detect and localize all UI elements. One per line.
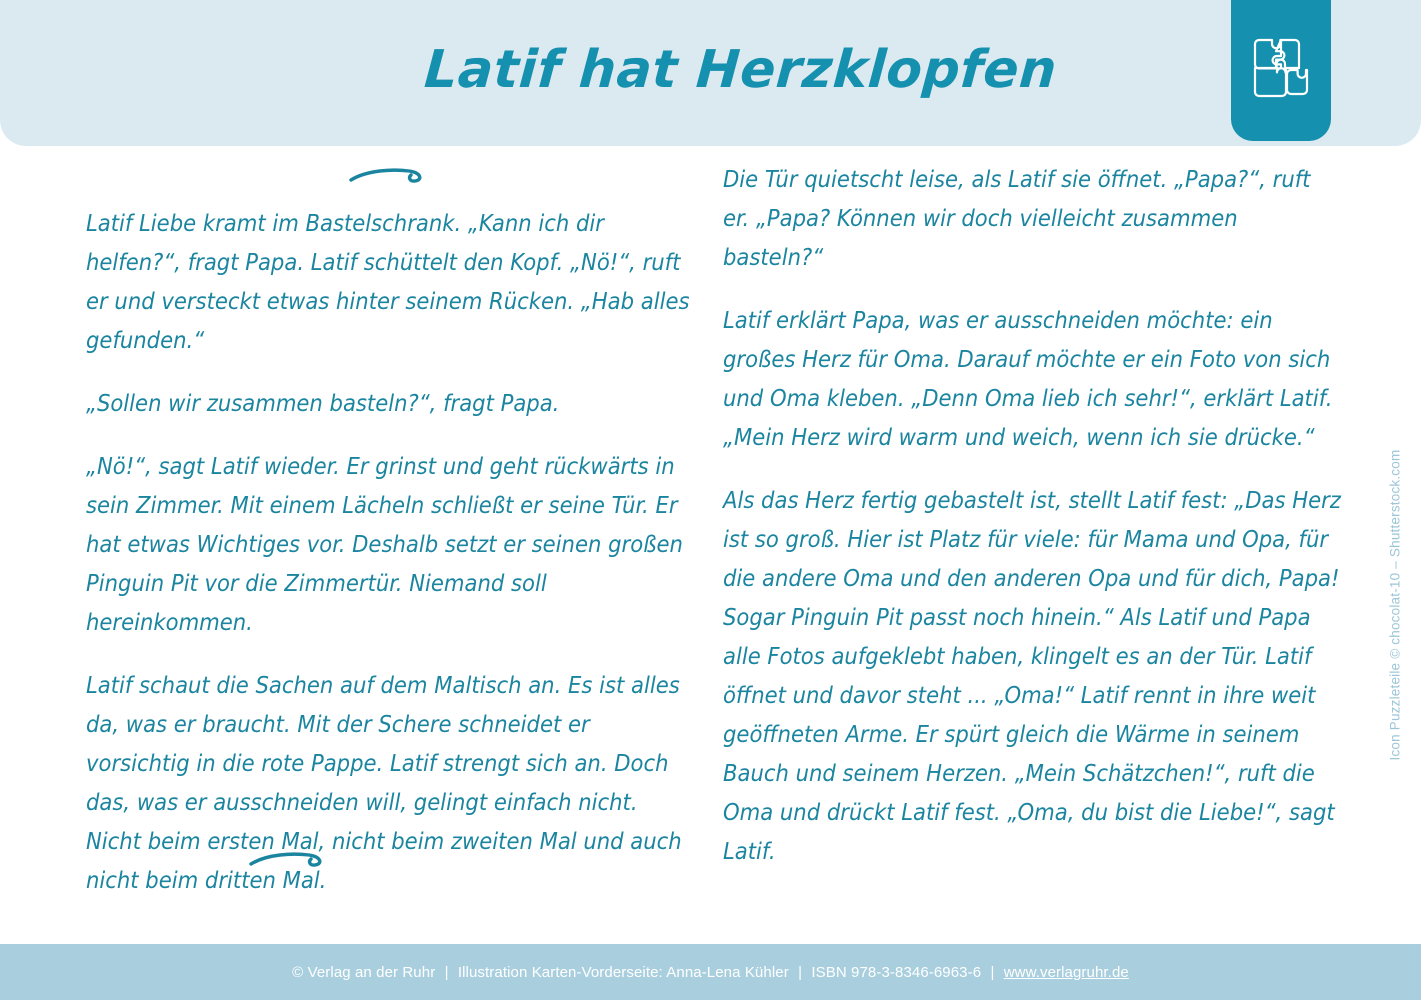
footer-isbn: ISBN 978-3-8346-6963-6: [811, 963, 982, 981]
footer-separator: |: [444, 963, 449, 981]
footer-text: [292, 964, 1129, 981]
story-paragraph: „Sollen wir zusammen basteln?“, fragt Papa.: [86, 389, 560, 417]
puzzle-tab: [1231, 0, 1331, 141]
story-paragraph: Die Tür quietscht leise, als Latif sie öffnet. „Papa?“, ruft er. „Papa? Können wir doch vielleicht zusammen basteln?“: [723, 165, 1311, 271]
footer-website-link[interactable]: www.verlagruhr.de: [1003, 963, 1129, 981]
footer-separator: |: [798, 963, 803, 981]
footer-publisher: © Verlag an der Ruhr: [292, 963, 436, 981]
story-paragraph: Latif erklärt Papa, was er ausschneiden möchte: ein großes Herz für Oma. Darauf möchte er ein Foto von sich und Oma kleben. „Denn Oma lieb ich sehr!“, erklärt Latif. „Mein Herz wird warm und weich, wenn ich sie drücke.“: [723, 306, 1333, 451]
story-paragraph: Latif Liebe kramt im Bastelschrank. „Kann ich dir helfen?“, fragt Papa. Latif schüttelt den Kopf. „Nö!“, ruft er und versteckt etwas hinter seinem Rücken. „Hab alles gefunden.“: [86, 209, 690, 354]
story-column-left: [86, 146, 698, 900]
image-credit: Icon Puzzleteile © chocolat-10 – Shutterstock.com: [1387, 449, 1403, 761]
footer-separator: |: [990, 963, 995, 981]
page-title: Latif hat Herzklopfen: [422, 40, 1059, 100]
story-column-right: [723, 146, 1341, 871]
puzzle-pieces-icon: [1249, 34, 1313, 98]
story-content: [0, 146, 1421, 944]
footer-illustration: Illustration Karten-Vorderseite: Anna-Lena Kühler: [457, 963, 789, 981]
story-paragraph: „Nö!“, sagt Latif wieder. Er grinst und geht rückwärts in sein Zimmer. Mit einem Lächeln schließt er seine Tür. Er hat etwas Wichtiges vor. Deshalb setzt er seinen großen Pinguin Pit vor die Zimmertür. Niemand soll hereinkommen.: [86, 452, 683, 636]
footer-band: [0, 944, 1421, 1000]
story-paragraph: Latif schaut die Sachen auf dem Maltisch an. Es ist alles da, was er braucht. Mit der Schere schneidet er vorsichtig in die rote Pappe. Latif strengt sich an. Doch das, was er ausschneiden will, gelingt einfach nicht. Nicht beim ersten Mal, nicht beim zweiten Mal und auch nicht beim dritten Mal.: [86, 671, 682, 894]
story-paragraph: Als das Herz fertig gebastelt ist, stellt Latif fest: „Das Herz ist so groß. Hier ist Platz für viele: für Mama und Opa, für die andere Oma und den anderen Opa und für dich, Papa! Sogar Pinguin Pit passt noch hinein.“ Als Latif und Papa alle Fotos aufgeklebt haben, klingelt es an der Tür. Latif öffnet und davor steht ... „Oma!“ Latif rennt in ihre weit geöffneten Arme. Er spürt gleich die Wärme in seinem Bauch und seinem Herzen. „Mein Schätzchen!“, ruft die Oma und drückt Latif fest. „Oma, du bist die Liebe!“, sagt Latif.: [723, 486, 1341, 865]
